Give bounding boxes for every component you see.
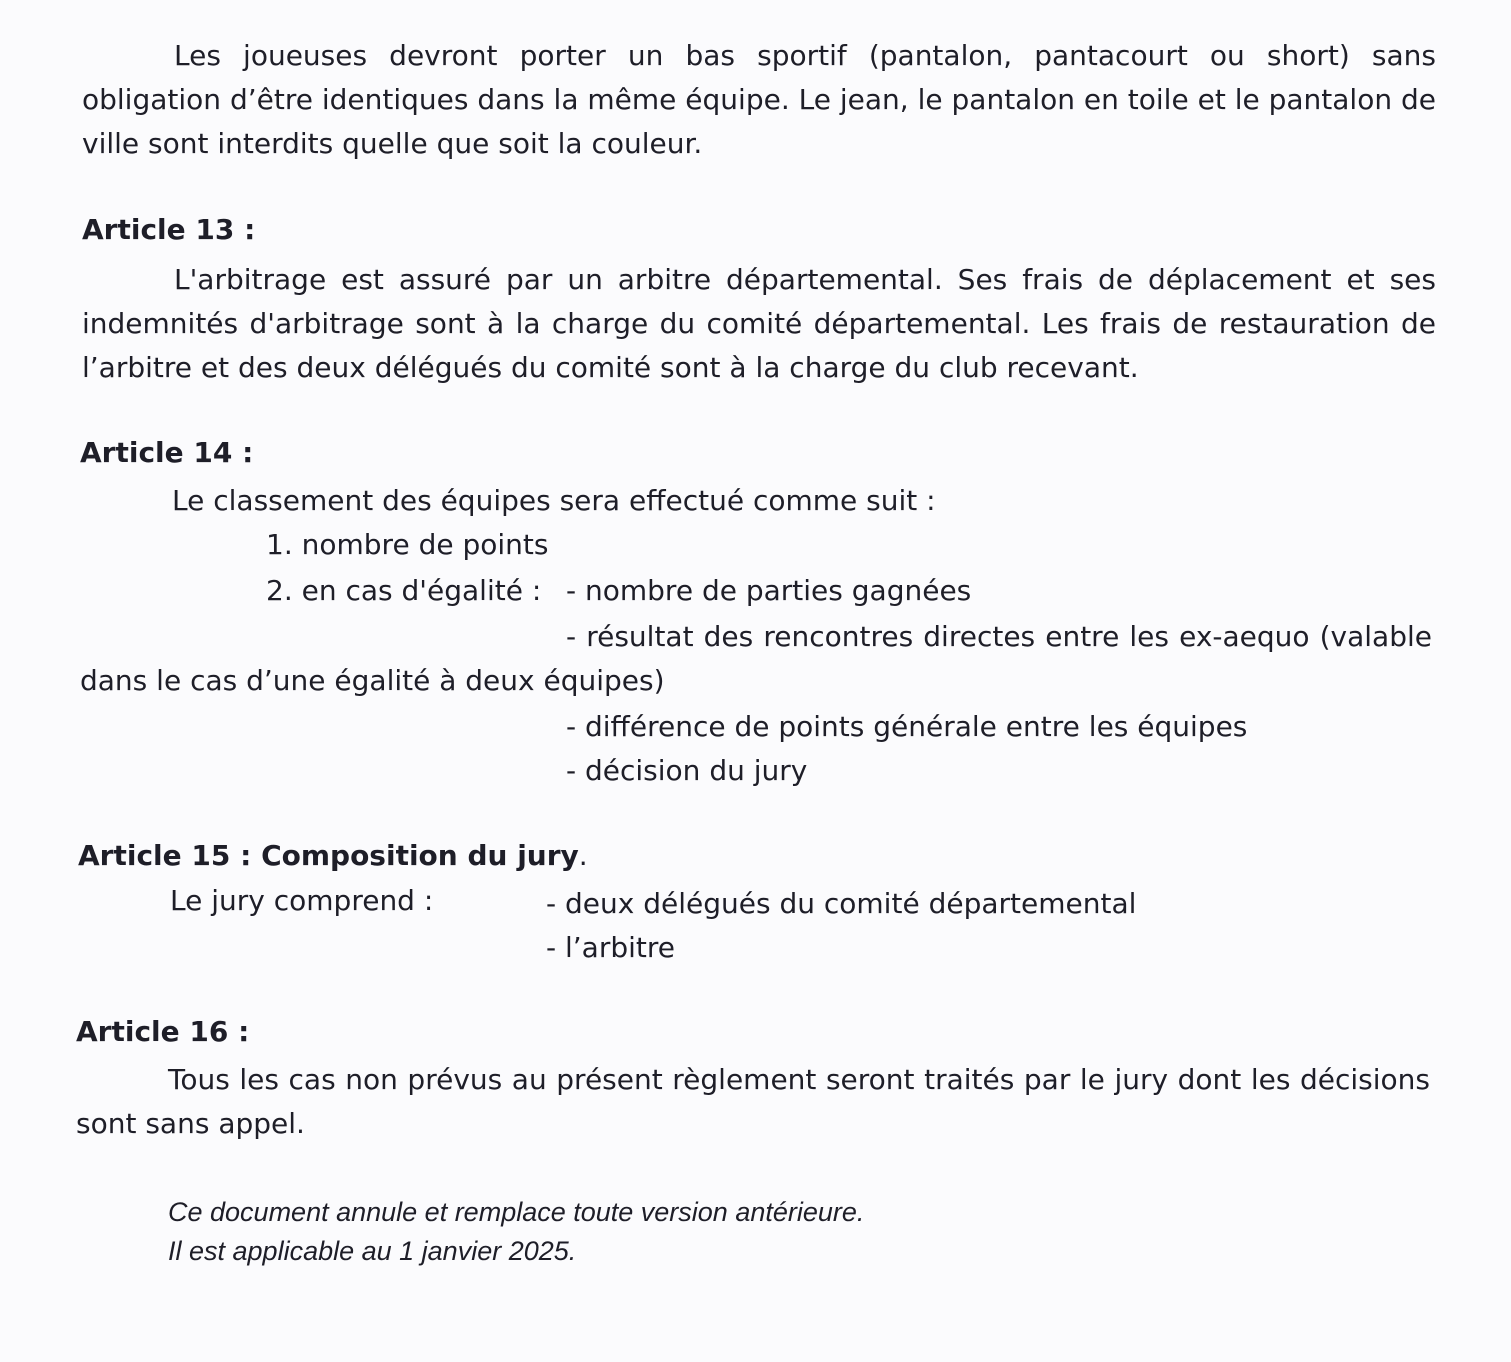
tiebreak-criterion-2: - résultat des rencontres directes entre les ex-aequo (valable dans le cas d’une égalité à deux équipes) [80,620,1432,697]
tiebreak-criterion-1: - nombre de parties gagnées [566,574,972,607]
article-13-paragraph: L'arbitrage est assuré par un arbitre départemental. Ses frais de déplacement et ses indemnités d'arbitrage sont à la charge du comité départemental. Les frais de restauration de l’arbitre et des deux délégués du comité sont à la charge du club recevant. [82,263,1436,384]
article-15-title: Composition du jury [261,839,579,872]
article-16-paragraph: Tous les cas non prévus au présent règlement seront traités par le jury dont les décisions sont sans appel. [76,1063,1430,1140]
tiebreak-criterion-4: - décision du jury [566,754,808,787]
ranking-item-1: 1. nombre de points [266,528,549,561]
article-15-period: . [578,839,588,872]
footer-line-2: Il est applicable au 1 janvier 2025. [168,1236,577,1266]
article-15-heading [78,834,588,878]
jury-intro: Le jury comprend : [170,884,434,917]
article-14-heading: Article 14 : [80,436,254,469]
intro-paragraph: Les joueuses devront porter un bas sportif (pantalon, pantacourt ou short) sans obligation d’être identiques dans la même équipe. Le jean, le pantalon en toile et le pantalon de ville sont interdits quelle que soit la couleur. [82,39,1436,160]
tiebreak-criterion-3: - différence de points générale entre les équipes [566,710,1248,743]
article-16-heading: Article 16 : [76,1015,250,1048]
article-14-intro: Le classement des équipes sera effectué comme suit : [172,484,936,517]
ranking-item-2-label: 2. en cas d'égalité : [266,574,542,607]
article-15-number: Article 15 : [78,839,252,872]
footer-line-1: Ce document annule et remplace toute version antérieure. [168,1197,865,1227]
jury-member-2: - l’arbitre [546,931,676,964]
jury-member-1: - deux délégués du comité départemental [546,887,1137,920]
article-13-heading: Article 13 : [82,213,256,246]
